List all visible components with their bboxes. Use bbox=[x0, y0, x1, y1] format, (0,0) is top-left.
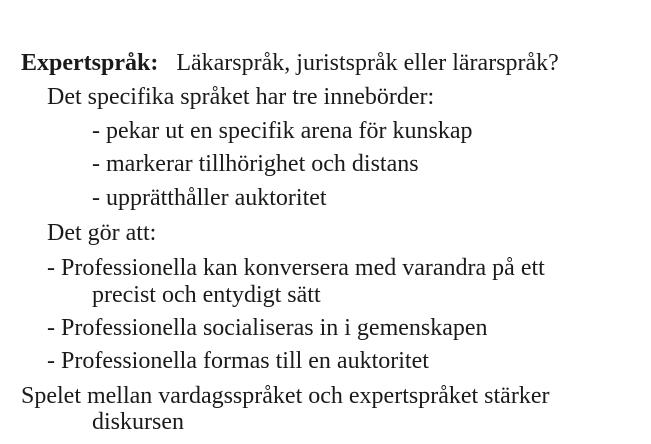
meaning-item: - pekar ut en specifik arena för kunskap bbox=[92, 118, 473, 144]
meaning-item: - markerar tillhörighet och distans bbox=[92, 151, 419, 177]
effect-item: - Professionella formas till en auktoritet bbox=[47, 348, 429, 374]
effect-item: - Professionella socialiseras in i gemenskapen bbox=[47, 315, 488, 341]
meanings-intro: Det specifika språket har tre innebörder: bbox=[47, 84, 435, 110]
effect-item-line: - Professionella kan konversera med varandra på ett bbox=[47, 255, 545, 281]
effects-intro: Det gör att: bbox=[47, 220, 157, 246]
conclusion-line: Spelet mellan vardagsspråket och expertspråket stärker bbox=[21, 383, 550, 409]
heading-text: Läkarspråk, juristspråk eller lärarspråk? bbox=[176, 50, 559, 76]
meaning-item: - upprätthåller auktoritet bbox=[92, 185, 327, 211]
heading-line bbox=[21, 48, 559, 78]
effect-item-continuation: precist och entydigt sätt bbox=[92, 282, 321, 308]
conclusion-continuation: diskursen bbox=[92, 409, 184, 435]
heading-label: Expertspråk: bbox=[21, 50, 159, 76]
